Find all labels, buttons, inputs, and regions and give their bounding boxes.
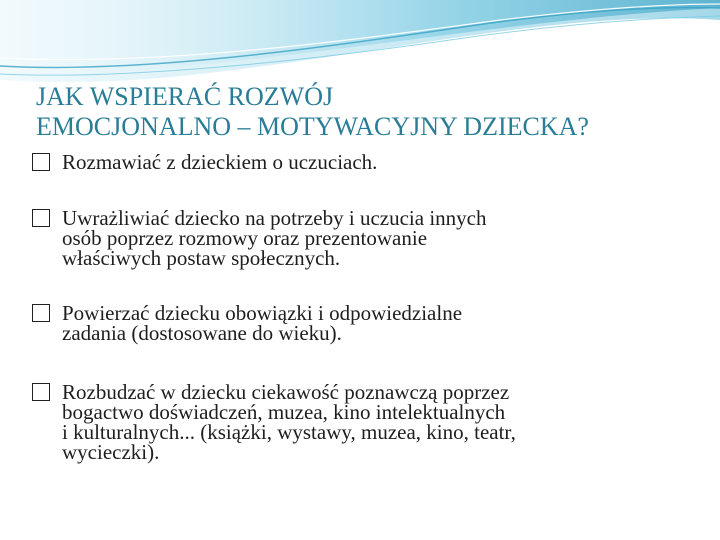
bullet-text: wycieczki). (62, 440, 160, 464)
bullet-text: Rozbudzać w dziecku ciekawość poznawczą poprzez (62, 380, 510, 404)
bullet-text: i kulturalnych... (książki, wystawy, muzea, kino, teatr, (62, 420, 516, 444)
bullet-text: Powierzać dziecku obowiązki i odpowiedzialne (62, 301, 463, 325)
bullet-item (32, 152, 692, 172)
missing-glyph-icon (32, 153, 50, 171)
bullet-text: osób poprzez rozmowy oraz prezentowanie (62, 226, 428, 250)
title-line-2: EMOCJONALNO – MOTYWACYJNY DZIECKA? (36, 112, 589, 141)
missing-glyph-icon (32, 304, 50, 322)
bullet-text: zadania (dostosowane do wieku). (62, 321, 342, 345)
bullet-text: właściwych postaw społecznych. (62, 246, 341, 270)
bullet-item (32, 303, 692, 343)
bullet-text: Uwrażliwiać dziecko na potrzeby i uczucia innych (62, 206, 487, 230)
slide-title (36, 82, 696, 142)
title-line-1: JAK WSPIERAĆ ROZWÓJ (36, 82, 334, 111)
missing-glyph-icon (32, 209, 50, 227)
bullet-list (32, 152, 692, 462)
bullet-text: Rozmawiać z dzieckiem o uczuciach. (62, 150, 378, 174)
bullet-text: bogactwo doświadczeń, muzea, kino intelektualnych (62, 400, 506, 424)
bullet-item (32, 208, 692, 268)
bullet-item (32, 382, 692, 462)
missing-glyph-icon (32, 383, 50, 401)
decorative-wave-header (0, 0, 720, 90)
